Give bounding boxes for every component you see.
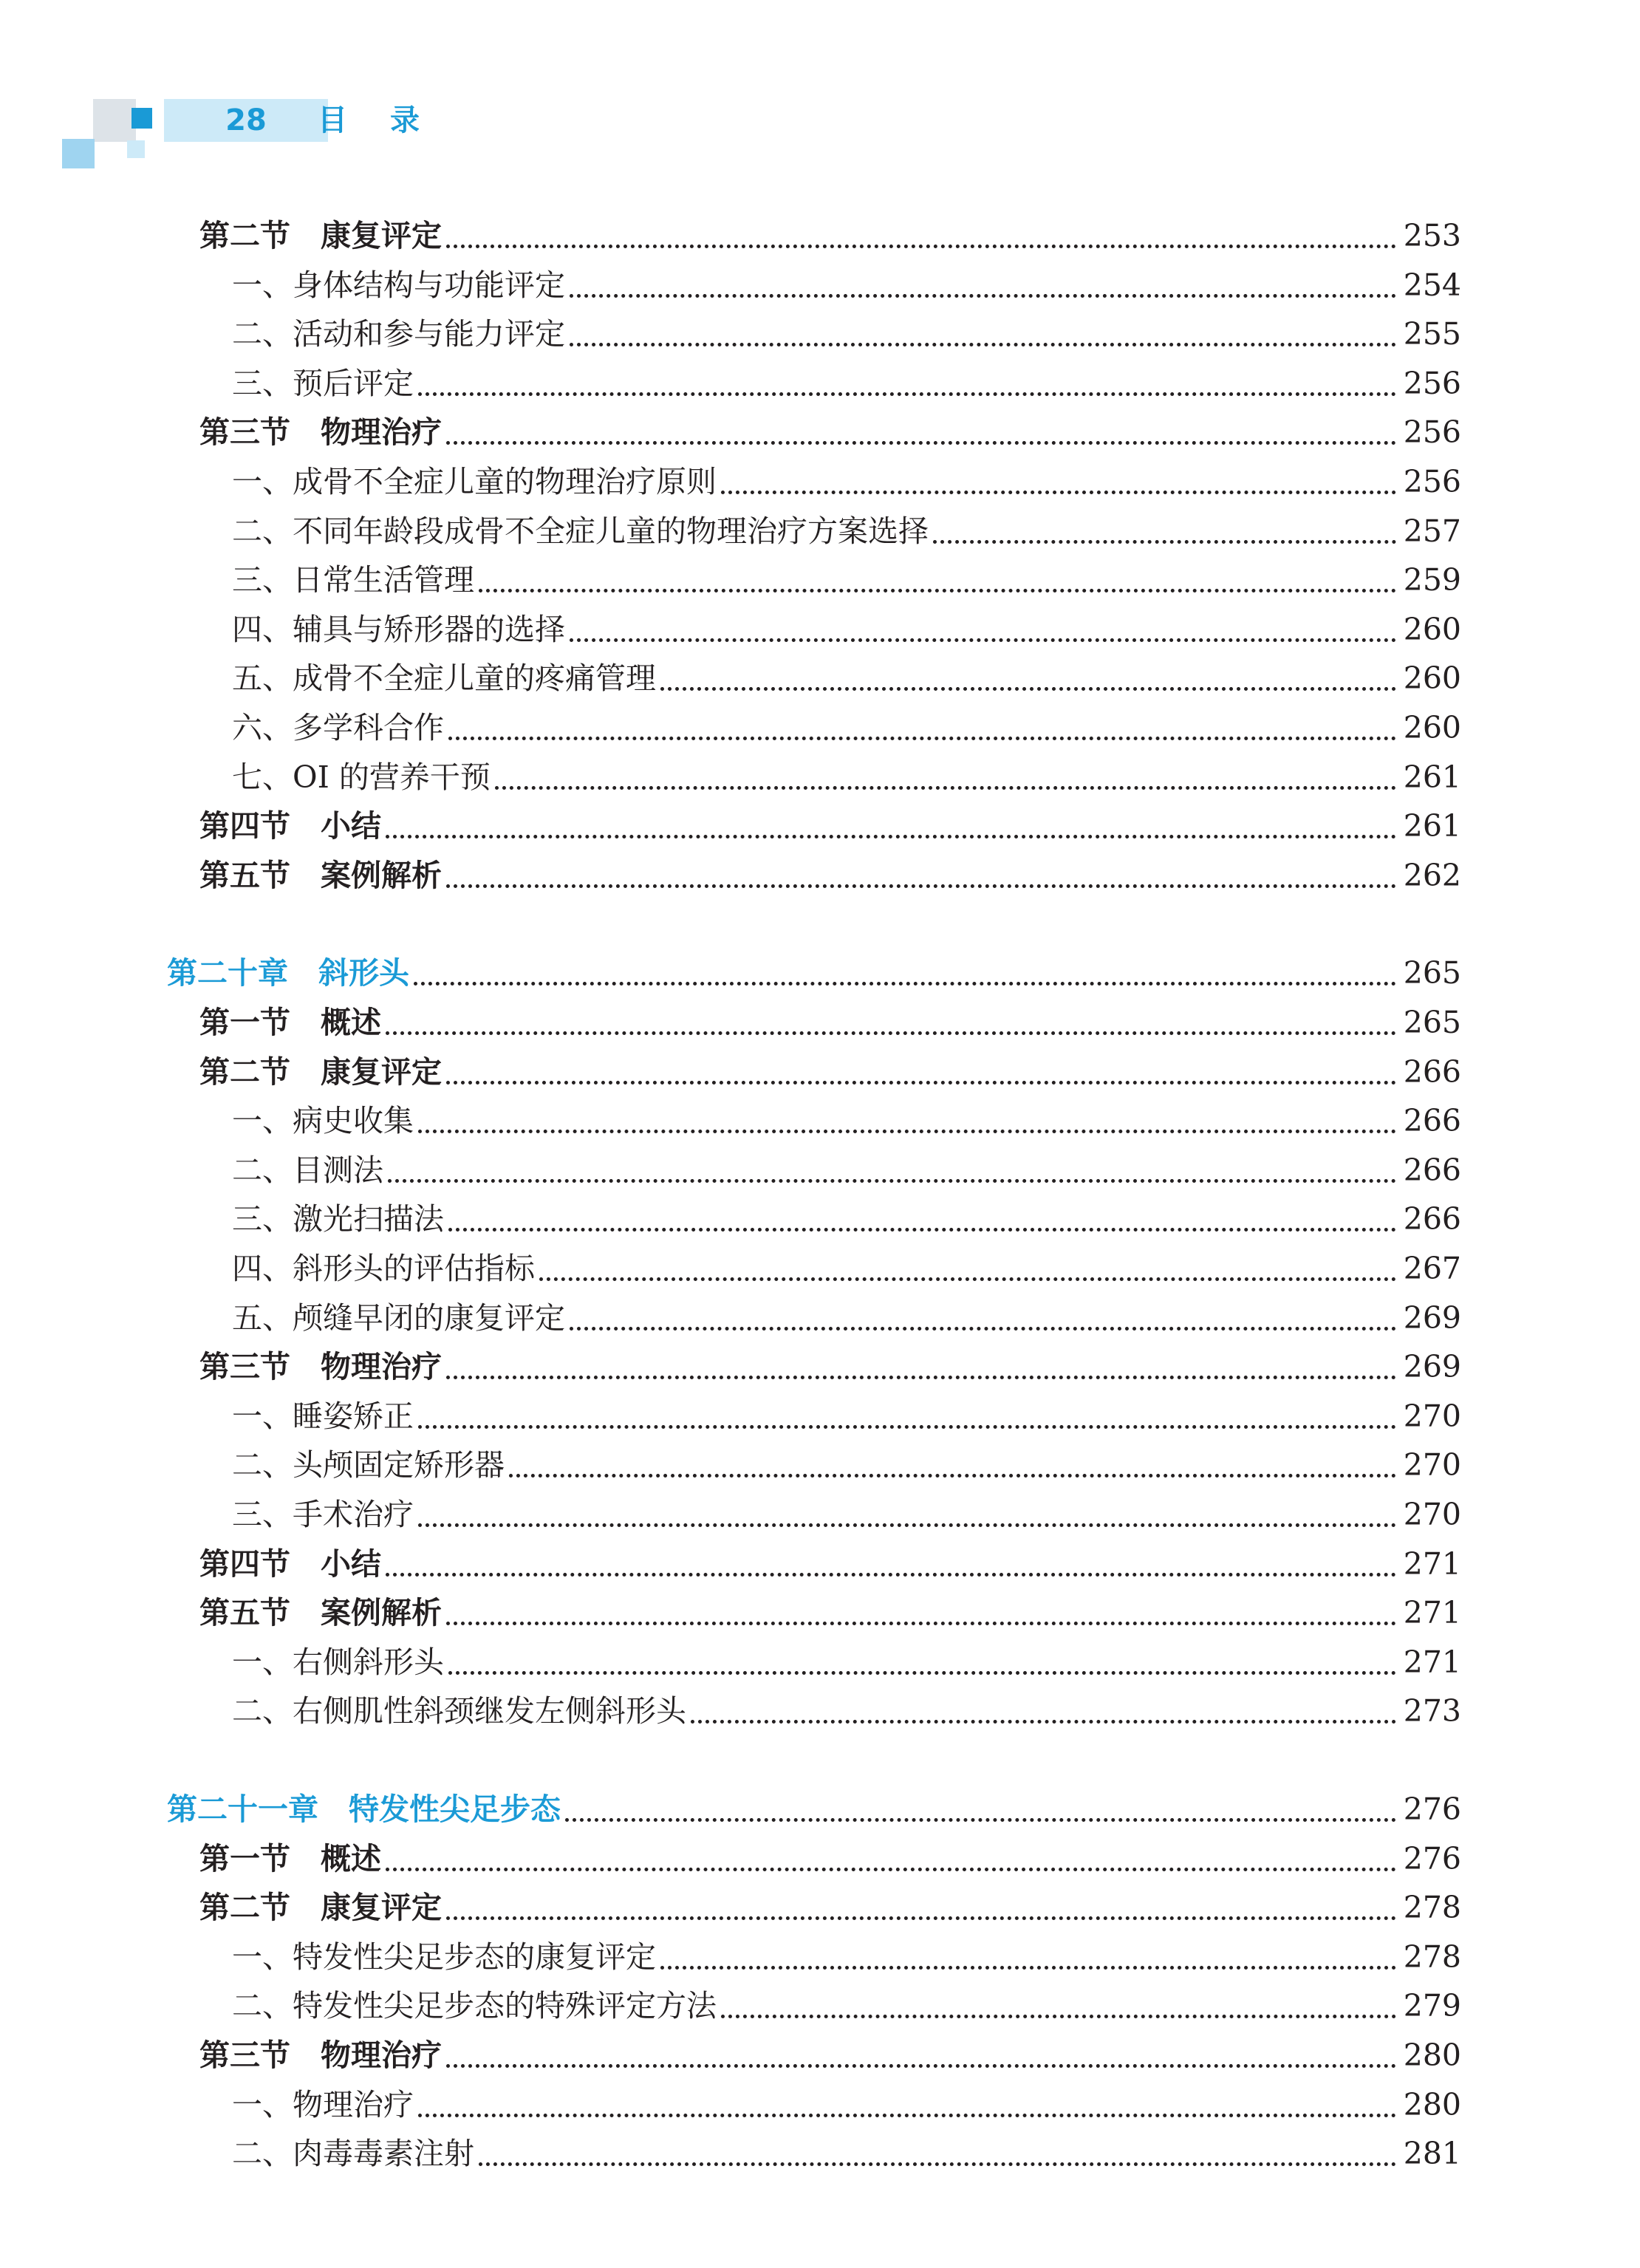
toc-entry-item[interactable] (0, 1641, 1640, 1684)
toc-entry-title: 二、特发性尖足步态的特殊评定方法 (232, 1988, 717, 2023)
toc-entry-title: 三、预后评定 (232, 366, 414, 401)
toc-leader-dots (414, 982, 1396, 986)
toc-entry-item[interactable] (0, 460, 1640, 503)
toc-entry-page: 266 (1403, 1201, 1461, 1237)
toc-leader-dots (446, 1622, 1396, 1625)
toc-entry-title: 第三节 物理治疗 (199, 1349, 442, 1384)
toc-entry-title: 一、病史收集 (232, 1103, 414, 1138)
toc-entry-page: 266 (1403, 1152, 1461, 1188)
toc-entry-title: 一、物理治疗 (232, 2087, 414, 2122)
toc-leader-dots (565, 1818, 1396, 1822)
toc-leader-dots (386, 1868, 1396, 1871)
toc-entry-title: 第五节 案例解析 (199, 858, 442, 893)
toc-entry-title: 第二节 康复评定 (199, 218, 442, 253)
toc-entry-title: 一、特发性尖足步态的康复评定 (232, 1939, 656, 1975)
toc-entry-item[interactable] (0, 312, 1640, 355)
toc-entry-page: 255 (1403, 316, 1461, 352)
toc-entry-title: 二、目测法 (232, 1152, 383, 1188)
toc-entry-page: 271 (1403, 1595, 1461, 1630)
toc-entry-page: 270 (1403, 1398, 1461, 1434)
toc-leader-dots (446, 884, 1396, 888)
toc-leader-dots (446, 1916, 1396, 1920)
toc-entry-section[interactable] (0, 805, 1640, 847)
toc-entry-title: 二、肉毒毒素注射 (232, 2136, 474, 2171)
toc-entry-item[interactable] (0, 1247, 1640, 1290)
toc-entry-title: 第二十一章 特发性尖足步态 (167, 1791, 561, 1827)
toc-leader-dots (448, 737, 1396, 740)
toc-entry-page: 253 (1403, 218, 1461, 253)
toc-entry-page: 276 (1403, 1791, 1461, 1827)
toc-entry-item[interactable] (0, 1493, 1640, 1536)
running-title: 目录 (318, 103, 462, 137)
toc-entry-page: 260 (1403, 660, 1461, 696)
toc-entry-item[interactable] (0, 706, 1640, 749)
toc-entry-item[interactable] (0, 756, 1640, 799)
toc-leader-dots (388, 1179, 1396, 1183)
toc-entry-section[interactable] (0, 854, 1640, 897)
toc-entry-title: 三、日常生活管理 (232, 562, 474, 598)
toc-leader-dots (418, 1425, 1396, 1429)
toc-entry-page: 269 (1403, 1300, 1461, 1336)
toc-entry-page: 270 (1403, 1447, 1461, 1483)
toc-entry-item[interactable] (0, 2132, 1640, 2175)
toc-entry-page: 280 (1403, 2038, 1461, 2073)
toc-entry-page: 279 (1403, 1988, 1461, 2023)
toc-entry-title: 第二节 康复评定 (199, 1054, 442, 1090)
toc-leader-dots (479, 2162, 1396, 2166)
toc-entry-page: 259 (1403, 562, 1461, 598)
toc-leader-dots (418, 1523, 1396, 1527)
toc-entry-page: 269 (1403, 1349, 1461, 1384)
toc-leader-dots (495, 786, 1396, 790)
toc-entry-item[interactable] (0, 1984, 1640, 2027)
toc-entry-page: 271 (1403, 1546, 1461, 1582)
toc-leader-dots (479, 589, 1396, 592)
toc-entry-section[interactable] (0, 1051, 1640, 1093)
toc-leader-dots (446, 2064, 1396, 2068)
toc-entry-page: 256 (1403, 414, 1461, 450)
toc-entry-title: 二、活动和参与能力评定 (232, 316, 565, 352)
toc-entry-title: 五、成骨不全症儿童的疼痛管理 (232, 660, 656, 696)
toc-entry-title: 二、不同年龄段成骨不全症儿童的物理治疗方案选择 (232, 513, 929, 549)
toc-entry-title: 第三节 物理治疗 (199, 414, 442, 450)
toc-leader-dots (446, 441, 1396, 445)
toc-entry-page: 278 (1403, 1939, 1461, 1975)
toc-entry-page: 261 (1403, 759, 1461, 795)
toc-leader-dots (448, 1228, 1396, 1232)
toc-entry-item[interactable] (0, 264, 1640, 307)
toc-entry-section[interactable] (0, 411, 1640, 454)
toc-entry-section[interactable] (0, 2034, 1640, 2077)
toc-entry-page: 265 (1403, 1005, 1461, 1040)
toc-leader-dots (448, 1671, 1396, 1675)
toc-entry-section[interactable] (0, 1001, 1640, 1044)
page-number: 28 (225, 103, 267, 137)
toc-entry-section[interactable] (0, 1543, 1640, 1585)
toc-entry-title: 四、斜形头的评估指标 (232, 1251, 535, 1286)
toc-entry-page: 254 (1403, 267, 1461, 303)
toc-entry-title: 一、成骨不全症儿童的物理治疗原则 (232, 464, 717, 499)
toc-entry-title: 三、激光扫描法 (232, 1201, 444, 1237)
deco-square-light-large (93, 99, 136, 142)
toc-entry-page: 273 (1403, 1693, 1461, 1729)
toc-entry-title: 一、身体结构与功能评定 (232, 267, 565, 303)
toc-entry-page: 265 (1403, 955, 1461, 991)
toc-entry-title: 二、右侧肌性斜颈继发左侧斜形头 (232, 1693, 686, 1729)
toc-leader-dots (570, 638, 1396, 642)
toc-entry-section[interactable] (0, 1837, 1640, 1880)
toc-leader-dots (721, 2015, 1396, 2018)
toc-entry-item[interactable] (0, 1099, 1640, 1142)
toc-leader-dots (721, 491, 1396, 494)
toc-entry-section[interactable] (0, 1591, 1640, 1634)
toc-leader-dots (418, 392, 1396, 396)
toc-leader-dots (386, 1031, 1396, 1035)
toc-leader-dots (418, 2114, 1396, 2117)
toc-leader-dots (539, 1277, 1396, 1281)
toc-entry-title: 七、OI 的营养干预 (232, 759, 491, 795)
toc-entry-page: 256 (1403, 464, 1461, 499)
toc-entry-title: 第一节 概述 (199, 1005, 381, 1040)
toc-entry-item[interactable] (0, 657, 1640, 700)
toc-entry-item[interactable] (0, 1198, 1640, 1240)
toc-entry-item[interactable] (0, 510, 1640, 553)
toc-leader-dots (418, 1130, 1396, 1133)
toc-entry-title: 二、头颅固定矫形器 (232, 1447, 505, 1483)
toc-entry-title: 三、手术治疗 (232, 1497, 414, 1532)
toc-entry-section[interactable] (0, 214, 1640, 257)
toc-leader-dots (446, 1376, 1396, 1379)
toc-entry-section[interactable] (0, 1886, 1640, 1929)
toc-leader-dots (446, 245, 1396, 248)
toc-entry-title: 四、辅具与矫形器的选择 (232, 612, 565, 647)
toc-entry-page: 266 (1403, 1103, 1461, 1138)
toc-entry-title: 第四节 小结 (199, 1546, 381, 1582)
toc-entry-item[interactable] (0, 1444, 1640, 1486)
toc-entry-page: 276 (1403, 1841, 1461, 1876)
toc-entry-title: 第四节 小结 (199, 808, 381, 844)
toc-entry-title: 第一节 概述 (199, 1841, 381, 1876)
toc-entry-item[interactable] (0, 1149, 1640, 1192)
toc-leader-dots (386, 1573, 1396, 1577)
toc-leader-dots (691, 1720, 1396, 1724)
toc-entry-title: 一、右侧斜形头 (232, 1644, 444, 1680)
toc-leader-dots (570, 1327, 1396, 1331)
toc-entry-item[interactable] (0, 2083, 1640, 2126)
toc-entry-title: 第三节 物理治疗 (199, 2038, 442, 2073)
toc-entry-page: 278 (1403, 1890, 1461, 1925)
toc-entry-item[interactable] (0, 1395, 1640, 1438)
toc-entry-title: 第五节 案例解析 (199, 1595, 442, 1630)
toc-entry-page: 267 (1403, 1251, 1461, 1286)
toc-entry-page: 257 (1403, 513, 1461, 549)
toc-entry-item[interactable] (0, 1297, 1640, 1339)
toc-leader-dots (570, 343, 1396, 346)
toc-entry-page: 270 (1403, 1497, 1461, 1532)
toc-entry-title: 五、颅缝早闭的康复评定 (232, 1300, 565, 1336)
toc-entry-item[interactable] (0, 608, 1640, 651)
toc-entry-page: 271 (1403, 1644, 1461, 1680)
toc-entry-item[interactable] (0, 1936, 1640, 1978)
toc-entry-page: 266 (1403, 1054, 1461, 1090)
toc-leader-dots (509, 1474, 1396, 1478)
deco-square-blue-small (131, 108, 152, 129)
toc-entry-page: 261 (1403, 808, 1461, 844)
toc-entry-chapter[interactable] (0, 952, 1640, 994)
toc-leader-dots (386, 835, 1396, 838)
toc-entry-page: 280 (1403, 2087, 1461, 2122)
toc-entry-chapter[interactable] (0, 1788, 1640, 1831)
toc-entry-section[interactable] (0, 1345, 1640, 1388)
toc-entry-title: 六、多学科合作 (232, 710, 444, 745)
toc-entry-page: 260 (1403, 612, 1461, 647)
deco-square-blue-large (62, 139, 95, 168)
toc-entry-item[interactable] (0, 559, 1640, 601)
toc-entry-page: 281 (1403, 2136, 1461, 2171)
toc-leader-dots (570, 294, 1396, 298)
toc-entry-page: 262 (1403, 858, 1461, 893)
toc-leader-dots (933, 540, 1396, 544)
toc-entry-title: 第二节 康复评定 (199, 1890, 442, 1925)
toc-entry-page: 260 (1403, 710, 1461, 745)
toc-leader-dots (660, 1966, 1396, 1970)
toc-entry-title: 一、睡姿矫正 (232, 1398, 414, 1434)
toc-entry-item[interactable] (0, 1690, 1640, 1732)
toc-entry-page: 256 (1403, 366, 1461, 401)
toc-leader-dots (446, 1081, 1396, 1085)
deco-square-light-small (127, 140, 145, 158)
toc-entry-item[interactable] (0, 362, 1640, 405)
toc-entry-title: 第二十章 斜形头 (167, 955, 409, 991)
toc-leader-dots (660, 687, 1396, 691)
